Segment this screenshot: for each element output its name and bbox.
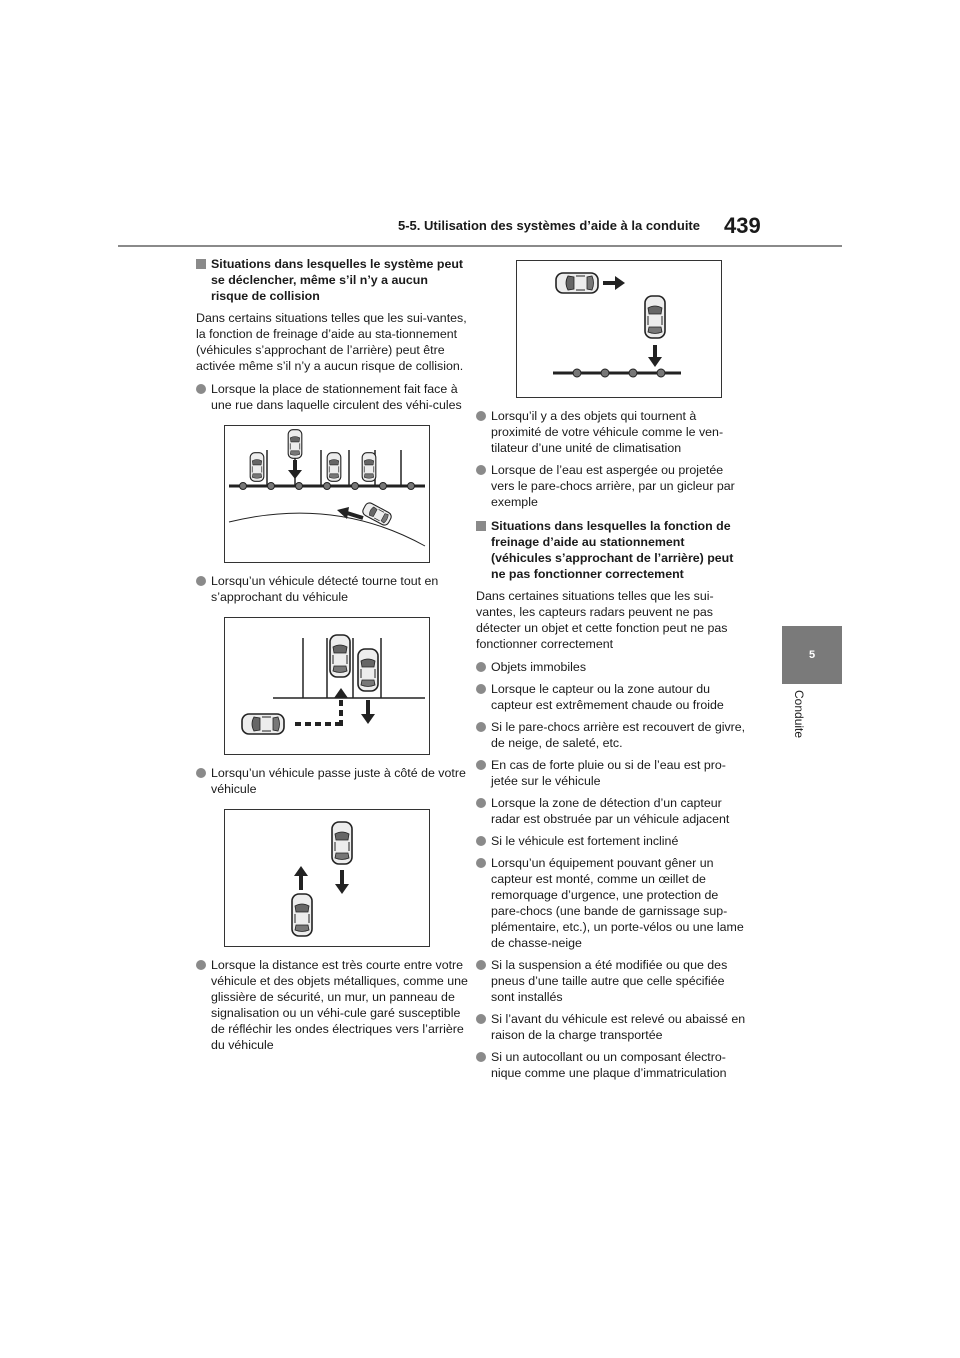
bullet-dot-icon bbox=[196, 768, 206, 778]
illustration-rotating-objects bbox=[516, 260, 722, 398]
bullet-dot-icon bbox=[476, 684, 486, 694]
bullet-dot-icon bbox=[196, 384, 206, 394]
list-item: Lorsque la zone de détection d’un capteur radar est obstruée par un véhicule adjacent bbox=[476, 795, 748, 827]
header-rule bbox=[118, 245, 842, 247]
list-item: Lorsqu’un véhicule passe juste à côté de votre véhicule bbox=[196, 765, 468, 797]
bullet-dot-icon bbox=[196, 960, 206, 970]
list-item: Si un autocollant ou un composant électro-nique comme une plaque d’immatriculation bbox=[476, 1049, 748, 1081]
list-item: Objets immobiles bbox=[476, 659, 748, 675]
left-column bbox=[196, 256, 468, 1059]
list-item: Lorsqu’un équipement pouvant gêner un capteur est monté, comme un œillet de remorquage d’urgence, une protection de pare-chocs (une bande de garnissage sup-plémentaire, etc.), un porte-vélos ou une lame de chasse-neige bbox=[476, 855, 748, 951]
illustration-parking-facing-street bbox=[224, 425, 430, 563]
right-column bbox=[476, 256, 748, 1087]
section-heading-false-activation: Situations dans lesquelles le système peut se déclencher, même s’il n’y a aucun risque de collision bbox=[196, 256, 468, 304]
illustration-vehicle-passing bbox=[224, 809, 430, 947]
list-item: En cas de forte pluie ou si de l’eau est pro-jetée sur le véhicule bbox=[476, 757, 748, 789]
square-bullet-icon bbox=[196, 259, 206, 269]
section-intro: Dans certaines situations telles que les sui-vantes, les capteurs radars peuvent ne pas détecter un objet et cette fonction peut ne pas fonctionner correctement bbox=[476, 589, 728, 651]
list-item: Si le véhicule est fortement incliné bbox=[476, 833, 748, 849]
bullet-dot-icon bbox=[476, 858, 486, 868]
bullet-dot-icon bbox=[476, 1014, 486, 1024]
list-item: Si l’avant du véhicule est relevé ou abaissé en raison de la charge transportée bbox=[476, 1011, 748, 1043]
list-item: Lorsqu’un véhicule détecté tourne tout en s’approchant du véhicule bbox=[196, 573, 468, 605]
list-item: Lorsque le capteur ou la zone autour du capteur est extrêmement chaude ou froide bbox=[476, 681, 748, 713]
bullet-dot-icon bbox=[476, 836, 486, 846]
bullet-dot-icon bbox=[196, 576, 206, 586]
section-intro: Dans certains situations telles que les sui-vantes, la fonction de freinage d’aide au sta-tionnement (véhicules s’approchant de l’arrière) peut être activée même s’il n’y a aucun risque de collision. bbox=[196, 311, 467, 373]
bullet-dot-icon bbox=[476, 411, 486, 421]
bullet-dot-icon bbox=[476, 798, 486, 808]
list-item: Si la suspension a été modifiée ou que des pneus d’une taille autre que celle spécifiée sont installés bbox=[476, 957, 748, 1005]
bullet-dot-icon bbox=[476, 465, 486, 475]
list-item: Lorsque la place de stationnement fait face à une rue dans laquelle circulent des véhi-cules bbox=[196, 381, 468, 413]
illustration-vehicle-turning bbox=[224, 617, 430, 755]
bullet-dot-icon bbox=[476, 960, 486, 970]
bullet-dot-icon bbox=[476, 722, 486, 732]
page-number: 439 bbox=[724, 213, 761, 238]
section-heading-may-not-function: Situations dans lesquelles la fonction de freinage d’aide au stationnement (véhicules s’approchant de l’arrière) peut ne pas fonctionner correctement bbox=[476, 518, 748, 582]
list-item: Lorsque de l’eau est aspergée ou projetée vers le pare-chocs arrière, par un gicleur par exemple bbox=[476, 462, 748, 510]
bullet-dot-icon bbox=[476, 1052, 486, 1062]
chapter-tab: 5 bbox=[782, 626, 842, 684]
list-item: Si le pare-chocs arrière est recouvert de givre, de neige, de saleté, etc. bbox=[476, 719, 748, 751]
chapter-label: Conduite bbox=[792, 690, 806, 739]
bullet-dot-icon bbox=[476, 760, 486, 770]
list-item: Lorsqu’il y a des objets qui tournent à proximité de votre véhicule comme le ven-tilateur d’une unité de climatisation bbox=[476, 408, 748, 456]
square-bullet-icon bbox=[476, 521, 486, 531]
section-title: 5-5. Utilisation des systèmes d’aide à la conduite bbox=[398, 218, 700, 233]
bullet-dot-icon bbox=[476, 662, 486, 672]
list-item: Lorsque la distance est très courte entre votre véhicule et des objets métalliques, comme une glissière de sécurité, un mur, un panneau de signalisation ou un véhi-cule garé susceptible de réfléchir les ondes électriques vers l’arrière du véhicule bbox=[196, 957, 468, 1053]
